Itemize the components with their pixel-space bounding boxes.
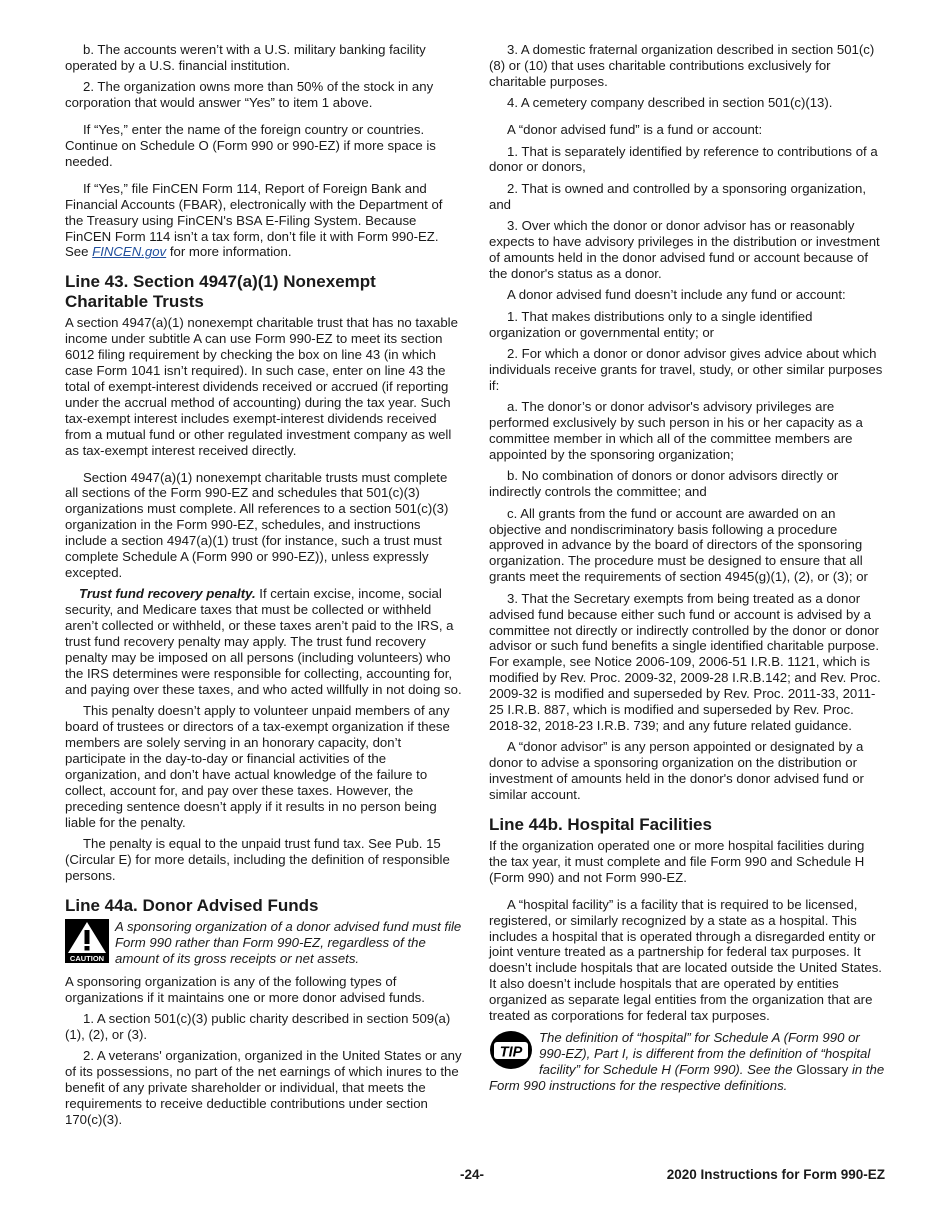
heading-line-44a: Line 44a. Donor Advised Funds xyxy=(65,895,319,915)
paragraph: 2. That is owned and controlled by a sponsoring organization, and xyxy=(489,180,866,212)
caution-label: CAUTION xyxy=(69,953,105,963)
paragraph: This penalty doesn’t apply to volunteer unpaid members of any board of trustees or directors of a tax-exempt organization if these members are solely serving in an honorary capacity, don’t participate in the day-to-day or financial activities of the organization, and don’t have actual knowledge of the failure to collect, account for, and pay over these taxes. However, the preceding sentence doesn’t apply if it results in no person being liable for the penalty. xyxy=(65,703,450,830)
paragraph-text: If “Yes,” file FinCEN Form 114, Report of Foreign Bank and Financial Accounts (FBAR), electronically with the Department of the Treasury using FinCEN's BSA E-Filing System. Because FinCEN Form 114 isn’t a tax form, don’t file it with Form 990-EZ. See xyxy=(65,180,443,260)
paragraph: A section 4947(a)(1) nonexempt charitable trust that has no taxable income under subtitle A can use Form 990-EZ to meet its section 6012 filing requirement by checking the box on line 43 (in which case Form 1041 isn’t required). In such case, enter on line 43 the total of exempt-interest dividends received or accrued (if reporting under the accrual method of accounting) during the tax year. Such tax-exempt interest includes exempt-interest dividends received from a mutual fund or other regulated investment company as well as tax-exempt interest received directly. xyxy=(65,315,458,458)
paragraph: A “donor advisor” is any person appointed or designated by a donor to advise a sponsoring organization on the distribution or investment of amounts held in the donor's donor advised fund or similar account. xyxy=(489,739,864,803)
paragraph: b. The accounts weren’t with a U.S. military banking facility operated by a U.S. financial institution. xyxy=(65,42,426,73)
paragraph: 3. A domestic fraternal organization described in section 501(c)(8) or (10) that uses charitable contributions exclusively for charitable purposes. xyxy=(489,42,875,89)
paragraph: A donor advised fund doesn’t include any fund or account: xyxy=(507,287,846,303)
fincen-link[interactable]: FINCEN.gov xyxy=(92,244,167,260)
paragraph: 1. That makes distributions only to a single identified organization or governmental entity; or xyxy=(489,308,813,340)
paragraph: 4. A cemetery company described in section 501(c)(13). xyxy=(507,95,833,111)
page-number: -24- xyxy=(460,1167,485,1182)
heading-line-43: Line 43. Section 4947(a)(1) Nonexempt Charitable Trusts xyxy=(65,272,376,312)
tip-icon xyxy=(489,1030,533,1072)
paragraph: 2. The organization owns more than 50% of the stock in any corporation that would answer “Yes” to item 1 above. xyxy=(65,79,434,111)
paragraph: A “hospital facility” is a facility that is required to be licensed, registered, or similarly recognized by a state as a hospital. This includes a hospital that is operated through a disregarded entity or joint venture treated as a partnership for federal tax purposes. It doesn’t include hospitals that are located outside the United States. It also doesn’t include hospitals that are operated by entities organized as separate legal entities from the organization that are treated as corporations for federal tax purposes. xyxy=(489,896,882,1024)
paragraph: 1. A section 501(c)(3) public charity described in section 509(a)(1), (2), or (3). xyxy=(65,1010,451,1042)
run-in-heading: Trust fund recovery penalty. xyxy=(79,586,256,602)
caution-icon xyxy=(65,919,109,967)
paragraph-fbar xyxy=(65,181,462,261)
tip-note xyxy=(489,1030,886,1094)
paragraph: 3. That the Secretary exempts from being treated as a donor advised fund because either such fund or account is advised by a committee not directly or indirectly controlled by the donor or donor advisor or such fund benefits a single identified charitable purpose. For example, see Notice 2006-109, 2006-51 I.R.B. 1121, which is modified by Rev. Proc. 2009-32, 2009-28 I.R.B.142; and Rev. Proc. 2009-32 is modified and superseded by Rev. Proc. 2011-33, 2011-25 I.R.B. 887, which is modified and superseded by Rev. Proc. 2018-32, 2018-23 I.R.B. 739; and any future related guidance. xyxy=(489,590,881,733)
paragraph: 2. For which a donor or donor advisor gives advice about which individuals receive grants for travel, study, or other similar purposes if: xyxy=(489,346,883,393)
right-column xyxy=(489,42,886,1098)
paragraph: c. All grants from the fund or account are awarded on an objective and nondiscriminatory basis following a procedure approved in advance by the board of directors of the sponsoring organization. The procedure must be designed to ensure that all grants meet the requirements of section 4945(g)(1), (2), or (3); or xyxy=(489,505,868,585)
paragraph: If “Yes,” enter the name of the foreign country or countries. Continue on Schedule O (Form 990 or 990-EZ) if more space is needed. xyxy=(65,122,436,169)
left-column xyxy=(65,42,462,1133)
paragraph: The penalty is equal to the unpaid trust fund tax. See Pub. 15 (Circular E) for more details, including the definition of responsible persons. xyxy=(65,835,450,883)
paragraph: 1. That is separately identified by reference to contributions of a donor or donors, xyxy=(489,143,878,175)
paragraph-text: for more information. xyxy=(166,244,292,260)
glossary-term: Glossary xyxy=(796,1061,849,1077)
paragraph-trust-fund xyxy=(65,586,462,697)
paragraph: 2. A veterans' organization, organized in the United States or any of its possessions, no part of the net earnings of which inures to the benefit of any private shareholder or individual, that meets the requirements to receive deductible contributions under section 170(c)(3). xyxy=(65,1048,462,1127)
paragraph: Section 4947(a)(1) nonexempt charitable trusts must complete all sections of the Form 990-EZ and schedules that 501(c)(3) organizations must complete. All references to a section 501(c)(3) organization in the Form 990-EZ, schedules, and instructions include a section 4947(a)(1) trust (for instance, such a trust must complete Schedule A (Form 990 or 990-EZ)), unless expressly excepted. xyxy=(65,469,449,580)
tip-label: TIP xyxy=(499,1044,523,1061)
paragraph-text: If certain excise, income, social security, and Medicare taxes that must be collected or withheld aren’t collected or withheld, or these taxes aren’t paid to the IRS, a trust fund recovery penalty may apply. The trust fund recovery penalty may be imposed on all persons (including volunteers) who the IRS determines were responsible for collecting, accounting for, and paying over these taxes, and who acted willfully in not doing so. xyxy=(65,586,462,697)
caution-text: A sponsoring organization of a donor advised fund must file Form 990 rather than Form 990-EZ, regardless of the amount of its gross receipts or net assets. xyxy=(115,918,462,966)
tip-text: in the Form 990 instructions for the respective definitions. xyxy=(489,1061,885,1093)
caution-note xyxy=(65,919,462,967)
paragraph: a. The donor’s or donor advisor's advisory privileges are performed exclusively by such person in his or her capacity as a committee member in which all of the committee members are appointed by the sponsoring organization; xyxy=(489,399,863,462)
paragraph: A sponsoring organization is any of the following types of organizations if it maintains one or more donor advised funds. xyxy=(65,973,425,1005)
paragraph: If the organization operated one or more hospital facilities during the tax year, it must complete and file Form 990 and Schedule H (Form 990) and not Form 990-EZ. xyxy=(489,837,865,885)
paragraph: b. No combination of donors or donor advisors directly or indirectly controls the committee; and xyxy=(489,468,839,500)
tip-text: The definition of “hospital” for Schedule A (Form 990 or 990-EZ), Part I, is different from the definition of “hospital facility” for Schedule H (Form 990). See the xyxy=(539,1029,871,1077)
paragraph: A “donor advised fund” is a fund or account: xyxy=(507,122,763,138)
paragraph: 3. Over which the donor or donor advisor has or reasonably expects to have advisory privileges in the distribution or investment of amounts held in the donor advised fund or account because of the donor's status as a donor. xyxy=(489,218,880,281)
heading-line-44b: Line 44b. Hospital Facilities xyxy=(489,814,712,834)
document-title: 2020 Instructions for Form 990-EZ xyxy=(666,1167,885,1182)
